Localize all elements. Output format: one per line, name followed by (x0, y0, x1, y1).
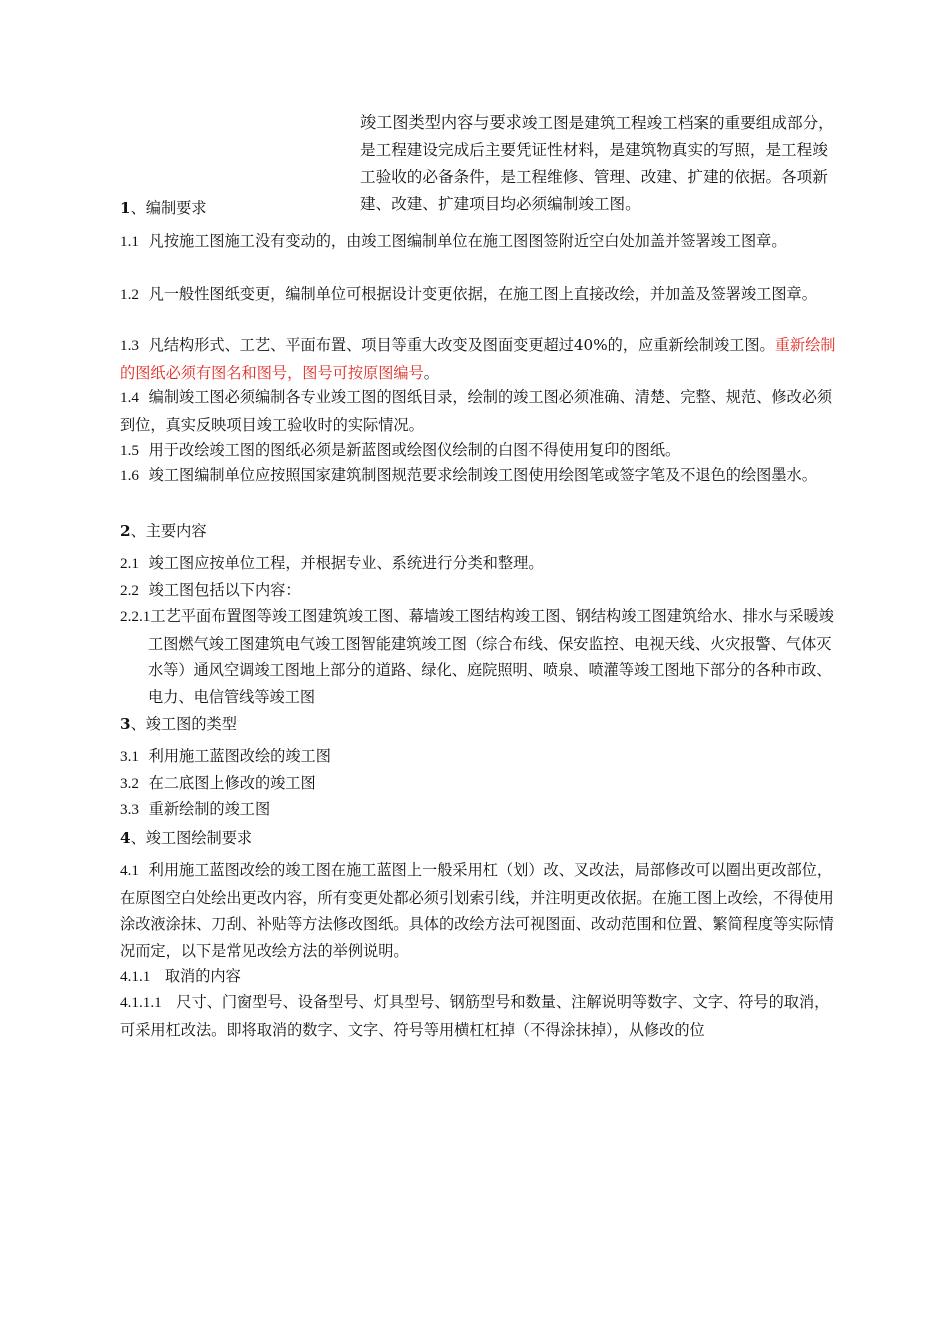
item-2-2: 2.2 竣工图包括以下内容： (120, 581, 301, 599)
item-3-2: 3.2 在二底图上修改的竣工图 (120, 774, 316, 792)
item-3-1: 3.1 利用施工蓝图改绘的竣工图 (120, 747, 331, 765)
item-1-6: 1.6 竣工图编制单位应按照国家建筑制图规范要求绘制竣工图使用绘图笔或签字笔及不退色的绘图墨水。 (120, 466, 817, 484)
item-2-2-1: 2.2.1工艺平面布置图等竣工图建筑竣工图、幕墙竣工图结构竣工图、钢结构竣工图建筑给水、排水与采暖竣工图燃气竣工图建筑电气竣工图智能建筑竣工图（综合布线、保安监控、电视天线、火灾报警、气体灭水等）通风空调竣工图地上部分的道路、绿化、庭院照明、喷泉、喷灌等竣工图地下部分的各种市政、电力、电信管线等竣工图 (120, 607, 834, 706)
document-intro (120, 109, 840, 218)
item-1-4: 1.4 编制竣工图必须编制各专业竣工图的图纸目录，绘制的竣工图必须准确、清楚、完整、规范、修改必须到位，真实反映项目竣工验收时的实际情况。 (120, 388, 833, 434)
item-4-1-1: 4.1.1 取消的内容 (120, 967, 241, 985)
intro-text: 竣工图是建筑工程竣工档案的重要组成部分，是工程建设完成后主要凭证性材料，是建筑物真实的写照，是工程竣工验收的必备条件，是工程维修、管理、改建、扩建的依据。各项新建、改建、扩建项目均必须编制竣工图。 (360, 114, 834, 213)
item-1-3: 1.3 凡结构形式、工艺、平面布置、项目等重大改变及图面变更超过40%的，应重新绘制竣工图。重新绘制的图纸必须有图名和图号，图号可按原图编号。 (120, 336, 836, 382)
item-3-3: 3.3 重新绘制的竣工图 (120, 800, 271, 818)
item-1-1: 1.1 凡按施工图施工没有变动的，由竣工图编制单位在施工图图签附近空白处加盖并签署竣工图章。 (120, 232, 787, 250)
section-heading-4: 4、竣工图绘制要求 (120, 829, 253, 847)
section-heading-2: 2、主要内容 (120, 522, 207, 540)
section-heading-3: 3、竣工图的类型 (120, 715, 237, 733)
item-2-1: 2.1 竣工图应按单位工程，并根据专业、系统进行分类和整理。 (120, 554, 544, 572)
item-4-1-1-1: 4.1.1.1 尺寸、门窗型号、设备型号、灯具型号、钢筋型号和数量、注解说明等数字、文字、符号的取消，可采用杠改法。即将取消的数字、文字、符号等用横杠杠掉（不得涂抹掉），从修改的位 (120, 993, 830, 1039)
section-heading-1: 1、编制要求 (120, 199, 207, 217)
item-1-5: 1.5 用于改绘竣工图的图纸必须是新蓝图或绘图仪绘制的白图不得使用复印的图纸。 (120, 441, 681, 459)
item-4-1: 4.1 利用施工蓝图改绘的竣工图在施工蓝图上一般采用杠（划）改、叉改法，局部修改可以圈出更改部位，在原图空白处绘出更改内容，所有变更处都必须引划索引线，并注明更改依据。在施工图上改绘，不得使用涂改液涂抹、刀刮、补贴等方法修改图纸。具体的改绘方法可视图面、改动范围和位置、繁简程度等实际情况而定，以下是常见改绘方法的举例说明。 (120, 861, 834, 960)
item-1-2: 1.2 凡一般性图纸变更，编制单位可根据设计变更依据，在施工图上直接改绘，并加盖及签署竣工图章。 (120, 285, 817, 303)
highlighted-note: 重新绘制的图纸必须有图名和图号，图号可按原图编号 (120, 336, 836, 382)
document-title: 竣工图类型内容与要求 (360, 113, 522, 132)
